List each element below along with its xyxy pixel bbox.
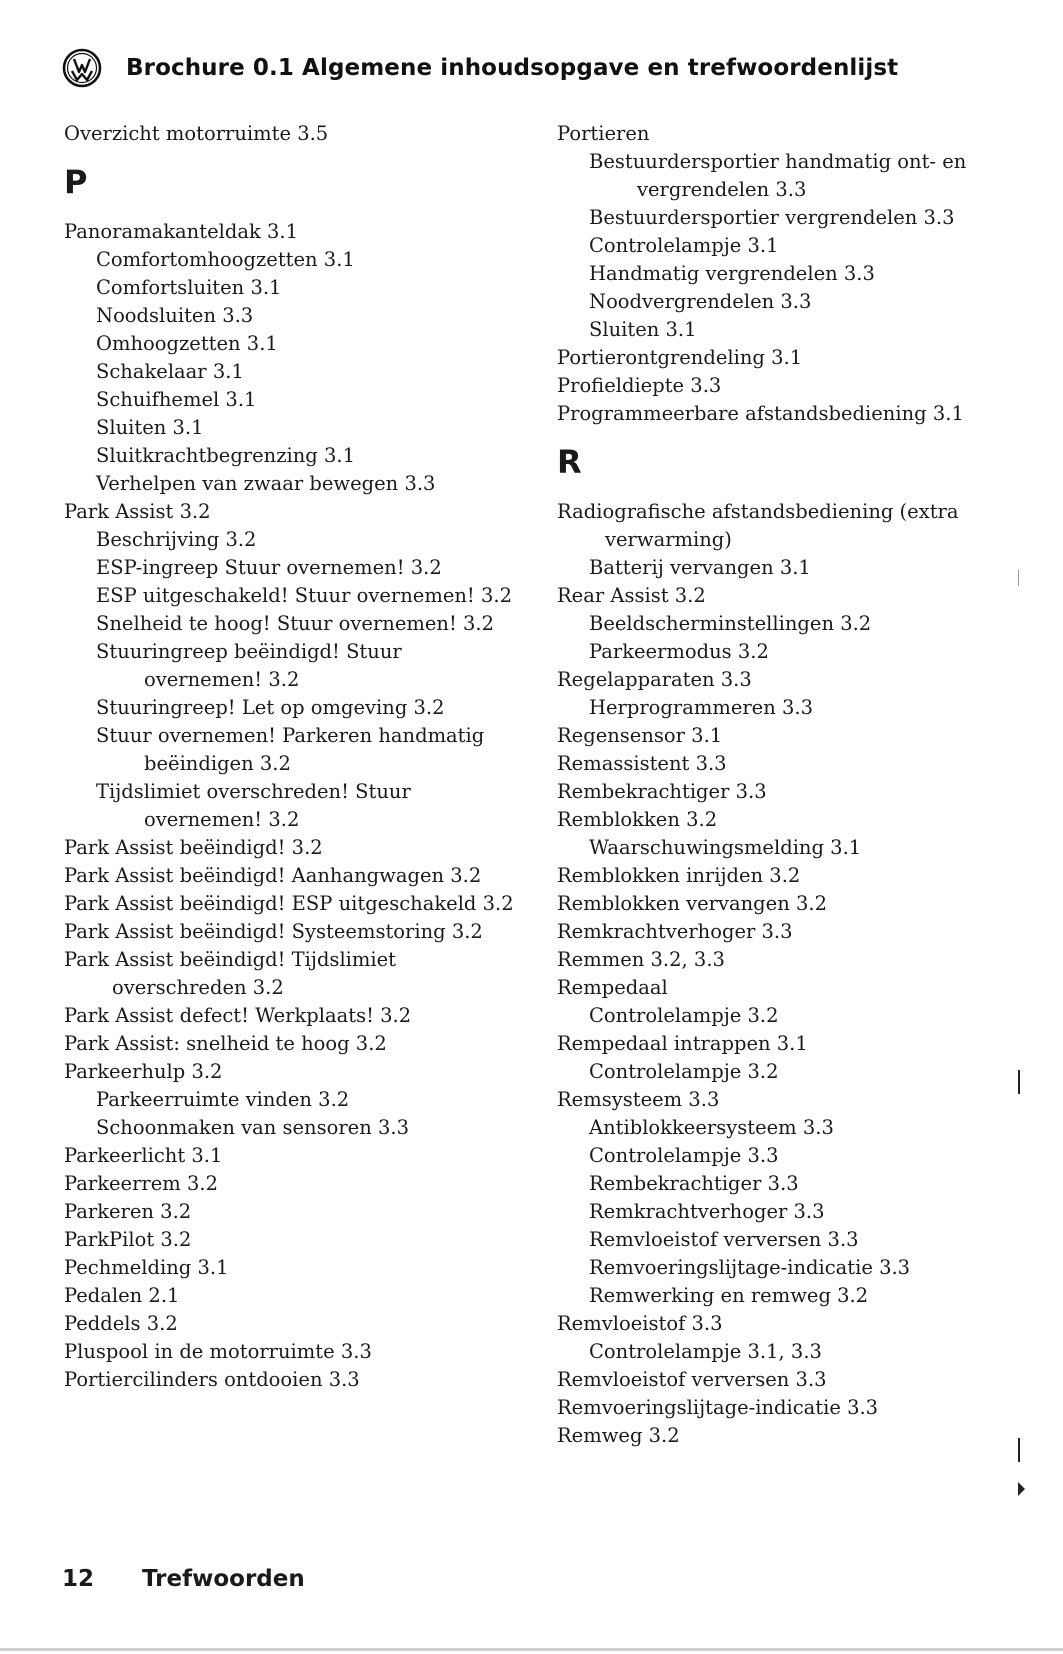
index-subentry: Batterij vervangen 3.1 <box>589 556 811 579</box>
index-entry: Parkeerlicht 3.1 <box>64 1144 223 1167</box>
index-entry: Remvloeistof verversen 3.3 <box>557 1368 827 1391</box>
index-entry: Peddels 3.2 <box>64 1312 178 1335</box>
index-entry: Profieldiepte 3.3 <box>557 374 722 397</box>
index-entry: Regelapparaten 3.3 <box>557 668 752 691</box>
index-entry <box>557 498 1027 554</box>
index-subentry: Stuuringreep! Let op omgeving 3.2 <box>96 696 445 719</box>
index-entry: Regensensor 3.1 <box>557 724 723 747</box>
index-subentry: Bestuurdersportier vergrendelen 3.3 <box>589 206 955 229</box>
index-entry-line: beëindigen 3.2 <box>144 752 291 775</box>
index-subentry: ESP uitgeschakeld! Stuur overnemen! 3.2 <box>96 584 512 607</box>
index-entry: Remvoeringslijtage-indicatie 3.3 <box>557 1396 879 1419</box>
page-title: Brochure 0.1 Algemene inhoudsopgave en trefwoordenlijst <box>126 55 899 81</box>
section-name: Trefwoorden <box>142 1566 305 1592</box>
index-subentry: Parkeerruimte vinden 3.2 <box>96 1088 350 1111</box>
index-subentry: Schuifhemel 3.1 <box>96 388 257 411</box>
index-entry-line: Stuuringreep beëindigd! Stuur <box>96 640 402 663</box>
index-subentry: Schakelaar 3.1 <box>96 360 244 383</box>
index-entry: Remblokken vervangen 3.2 <box>557 892 827 915</box>
index-entry: Overzicht motorruimte 3.5 <box>64 122 329 145</box>
bottom-edge <box>0 1648 1063 1651</box>
index-column-right <box>557 120 1027 1450</box>
index-subentry: Controlelampje 3.3 <box>589 1144 779 1167</box>
index-entry: Remkrachtverhoger 3.3 <box>557 920 793 943</box>
index-entry: Parkeren 3.2 <box>64 1200 192 1223</box>
index-subentry: Remwerking en remweg 3.2 <box>589 1284 869 1307</box>
index-subentry: Controlelampje 3.2 <box>589 1060 779 1083</box>
page-edge-marks <box>1012 570 1032 1520</box>
index-subentry: Remkrachtverhoger 3.3 <box>589 1200 825 1223</box>
index-entry: Remsysteem 3.3 <box>557 1088 720 1111</box>
index-entry: Rembekrachtiger 3.3 <box>557 780 767 803</box>
index-subentry: Remvoeringslijtage-indicatie 3.3 <box>589 1256 911 1279</box>
index-entry: Remblokken 3.2 <box>557 808 718 831</box>
index-entry: Remweg 3.2 <box>557 1424 680 1447</box>
index-subentry: Rembekrachtiger 3.3 <box>589 1172 799 1195</box>
index-entry-line: overschreden 3.2 <box>112 976 284 999</box>
index-subentry: Antiblokkeersysteem 3.3 <box>589 1116 834 1139</box>
index-subentry: Controlelampje 3.2 <box>589 1004 779 1027</box>
index-entry-line: overnemen! 3.2 <box>144 668 300 691</box>
index-subentry: Parkeermodus 3.2 <box>589 640 769 663</box>
index-entry: Park Assist beëindigd! Aanhangwagen 3.2 <box>64 864 482 887</box>
index-subentry: Sluiten 3.1 <box>589 318 697 341</box>
index-entry: Park Assist defect! Werkplaats! 3.2 <box>64 1004 412 1027</box>
index-entry: Portieren <box>557 122 650 145</box>
index-subentry: Sluiten 3.1 <box>96 416 204 439</box>
index-entry: Rear Assist 3.2 <box>557 584 706 607</box>
index-entry: Rempedaal intrappen 3.1 <box>557 1032 808 1055</box>
index-entry-line: Stuur overnemen! Parkeren handmatig <box>96 724 485 747</box>
index-entry: Remassistent 3.3 <box>557 752 727 775</box>
index-subentry: Sluitkrachtbegrenzing 3.1 <box>96 444 355 467</box>
index-entry: Pedalen 2.1 <box>64 1284 180 1307</box>
index-letter-heading: R <box>557 443 582 481</box>
page-footer <box>62 1566 305 1592</box>
index-entry-line: Park Assist beëindigd! Tijdslimiet <box>64 948 397 971</box>
volkswagen-logo-icon <box>62 48 102 88</box>
index-entry: Remblokken inrijden 3.2 <box>557 864 801 887</box>
index-subentry: Herprogrammeren 3.3 <box>589 696 813 719</box>
index-entry-line: verwarming) <box>605 528 732 551</box>
index-subentry: Noodvergrendelen 3.3 <box>589 290 812 313</box>
index-entry: Programmeerbare afstandsbediening 3.1 <box>557 402 964 425</box>
index-subentry: Snelheid te hoog! Stuur overnemen! 3.2 <box>96 612 495 635</box>
index-subentry <box>64 778 534 834</box>
index-subentry: Omhoogzetten 3.1 <box>96 332 278 355</box>
index-subentry: Controlelampje 3.1 <box>589 234 779 257</box>
index-subentry: Beschrijving 3.2 <box>96 528 257 551</box>
index-subentry <box>64 638 534 694</box>
index-entry: Pluspool in de motorruimte 3.3 <box>64 1340 372 1363</box>
index-subentry: Remvloeistof verversen 3.3 <box>589 1228 859 1251</box>
index-subentry: Noodsluiten 3.3 <box>96 304 254 327</box>
page-header <box>62 48 1012 88</box>
index-entry: Park Assist: snelheid te hoog 3.2 <box>64 1032 387 1055</box>
index-entry: Pechmelding 3.1 <box>64 1256 229 1279</box>
index-entry: Remmen 3.2, 3.3 <box>557 948 725 971</box>
index-entry: Parkeerhulp 3.2 <box>64 1060 223 1083</box>
index-entry: Portierontgrendeling 3.1 <box>557 346 803 369</box>
index-entry-line: Tijdslimiet overschreden! Stuur <box>96 780 411 803</box>
index-entry: Parkeerrem 3.2 <box>64 1172 218 1195</box>
index-entry: Park Assist beëindigd! ESP uitgeschakeld 3.2 <box>64 892 514 915</box>
index-subentry: Waarschuwingsmelding 3.1 <box>589 836 862 859</box>
index-entry: Panoramakanteldak 3.1 <box>64 220 298 243</box>
page-number: 12 <box>62 1566 95 1592</box>
index-subentry: Controlelampje 3.1, 3.3 <box>589 1340 822 1363</box>
index-subentry: Schoonmaken van sensoren 3.3 <box>96 1116 409 1139</box>
index-subentry: Comfortsluiten 3.1 <box>96 276 282 299</box>
index-entry: ParkPilot 3.2 <box>64 1228 192 1251</box>
index-entry: Remvloeistof 3.3 <box>557 1312 723 1335</box>
index-entry: Park Assist beëindigd! 3.2 <box>64 836 323 859</box>
index-entry: Rempedaal <box>557 976 668 999</box>
index-entry-line: vergrendelen 3.3 <box>637 178 807 201</box>
index-entry-line: overnemen! 3.2 <box>144 808 300 831</box>
index-subentry: Handmatig vergrendelen 3.3 <box>589 262 875 285</box>
index-entry-line: Radiografische afstandsbediening (extra <box>557 500 959 523</box>
index-entry: Park Assist beëindigd! Systeemstoring 3.2 <box>64 920 483 943</box>
index-entry: Portiercilinders ontdooien 3.3 <box>64 1368 360 1391</box>
index-subentry: Verhelpen van zwaar bewegen 3.3 <box>96 472 436 495</box>
index-subentry <box>64 722 534 778</box>
index-entry <box>64 946 534 1002</box>
index-entry: Park Assist 3.2 <box>64 500 211 523</box>
index-column-left <box>64 120 534 1394</box>
index-subentry: ESP-ingreep Stuur overnemen! 3.2 <box>96 556 442 579</box>
index-entry-line: Bestuurdersportier handmatig ont- en <box>589 150 967 173</box>
index-subentry <box>557 148 1027 204</box>
index-subentry: Comfortomhoogzetten 3.1 <box>96 248 355 271</box>
index-letter-heading: P <box>64 163 88 201</box>
index-subentry: Beeldscherminstellingen 3.2 <box>589 612 872 635</box>
